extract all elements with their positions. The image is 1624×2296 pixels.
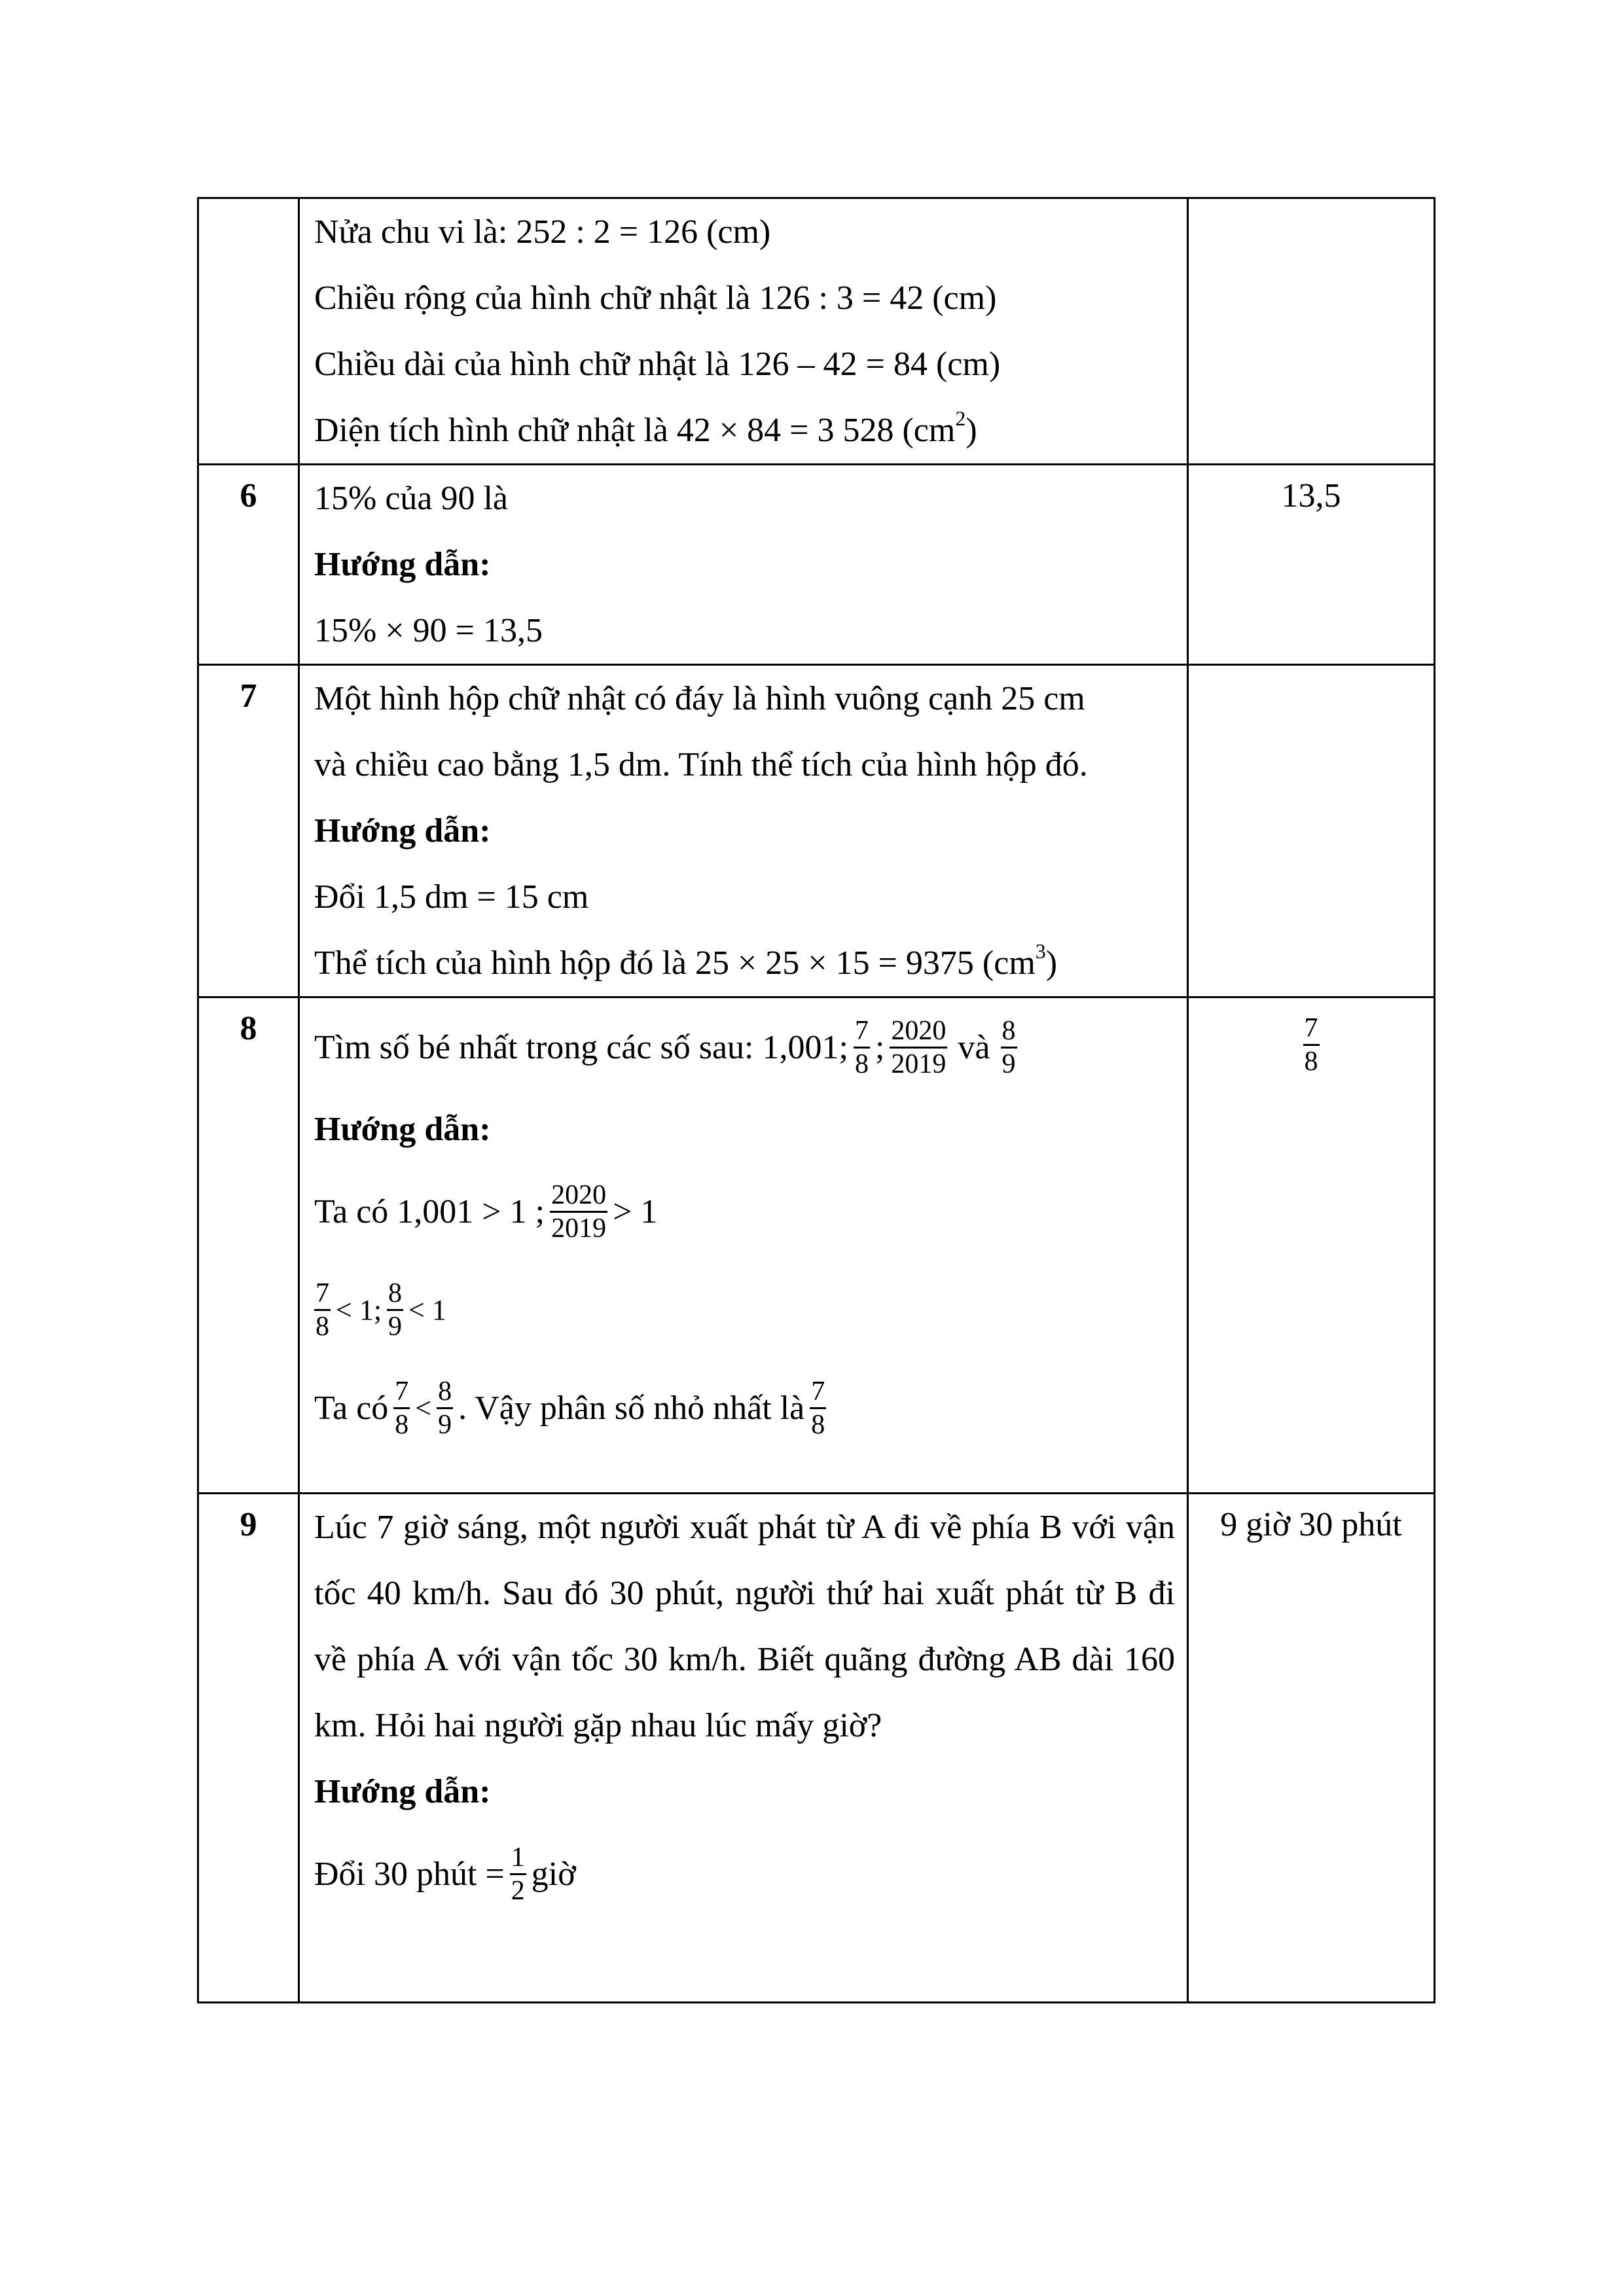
guide-line <box>314 1825 1175 1923</box>
fraction <box>550 1179 607 1244</box>
answer-text: 9 giờ 30 phút <box>1220 1506 1402 1543</box>
answer-fraction <box>1303 1013 1320 1077</box>
row-number: 8 <box>240 1010 257 1047</box>
fraction <box>1001 1015 1017 1080</box>
denominator: 9 <box>1001 1049 1016 1079</box>
text-line: Chiều dài của hình chữ nhật là 126 – 42 = 84 (cm) <box>314 346 1001 383</box>
row-number: 7 <box>240 677 257 715</box>
content-cell <box>299 198 1188 465</box>
denominator: 8 <box>1304 1047 1318 1077</box>
numerator: 7 <box>1303 1013 1320 1046</box>
denominator: 2019 <box>551 1213 607 1244</box>
conjunction: và <box>958 1028 990 1066</box>
text-line <box>314 397 1175 463</box>
row-number-cell <box>198 997 299 1494</box>
guide-text: . Vậy phân số nhỏ nhất là <box>458 1389 805 1427</box>
numerator: 2020 <box>550 1179 607 1213</box>
superscript: 2 <box>955 406 966 430</box>
guide-text: Ta có 1,001 > 1 ; <box>314 1193 545 1230</box>
text-segment: ) <box>1045 944 1058 982</box>
table-row <box>198 465 1435 665</box>
answer-wrap <box>1189 998 1434 1077</box>
answer-cell <box>1188 997 1435 1494</box>
question-text: Tìm số bé nhất trong các số sau: 1,001; <box>314 1028 848 1066</box>
table-row <box>198 198 1435 465</box>
guide-line <box>314 1162 1175 1261</box>
guide-text: Đổi 1,5 dm = 15 cm <box>314 878 589 916</box>
table-row <box>198 665 1435 997</box>
row-number-cell <box>198 198 299 465</box>
guide-label: Hướng dẫn: <box>314 1773 491 1810</box>
guide-text: 15% × 90 = 13,5 <box>314 612 543 649</box>
fraction <box>387 1278 403 1342</box>
guide-text: < <box>415 1391 432 1424</box>
row-number: 6 <box>240 477 257 514</box>
denominator: 2019 <box>891 1049 947 1079</box>
numerator: 7 <box>393 1376 410 1409</box>
numerator: 2020 <box>890 1015 947 1049</box>
guide-text: > 1 <box>613 1193 658 1230</box>
text-line: Nửa chu vi là: 252 : 2 = 126 (cm) <box>314 213 771 251</box>
guide-line <box>314 1261 1175 1359</box>
denominator: 9 <box>388 1311 403 1342</box>
denominator: 9 <box>438 1409 452 1440</box>
answer-text <box>1189 666 1434 673</box>
content-cell <box>299 997 1188 1494</box>
guide-text: Ta có <box>314 1389 389 1427</box>
answer-cell <box>1188 1494 1435 2003</box>
answer-cell <box>1188 465 1435 665</box>
answer-table <box>197 197 1435 2003</box>
guide-label: Hướng dẫn: <box>314 546 491 583</box>
row-number: 9 <box>240 1506 257 1543</box>
question-text: Lúc 7 giờ sáng, một người xuất phát từ A đi về phía B với vận tốc 40 km/h. Sau đó 30 phút, người thứ hai xuất phát từ B đi về phía A với vận tốc 30 km/h. Biết quãng đường AB dài 160 km. Hỏi hai người gặp nhau lúc mấy giờ? <box>314 1509 1175 1744</box>
guide-line <box>314 1359 1175 1457</box>
fraction <box>854 1015 870 1080</box>
text-line: Chiều rộng của hình chữ nhật là 126 : 3 = 42 (cm) <box>314 279 997 317</box>
question-text: 15% của 90 là <box>314 480 509 517</box>
fraction <box>314 1278 331 1342</box>
guide-text: < 1 <box>408 1293 446 1326</box>
denominator: 8 <box>811 1409 825 1440</box>
numerator: 8 <box>387 1278 403 1311</box>
denominator: 2 <box>511 1875 525 1906</box>
text-segment: ) <box>965 412 977 449</box>
guide-text: giờ <box>531 1855 576 1893</box>
guide-text: Đổi 30 phút = <box>314 1855 505 1893</box>
content-cell <box>299 465 1188 665</box>
row-number-cell <box>198 465 299 665</box>
row-number-cell <box>198 665 299 997</box>
denominator: 8 <box>854 1049 869 1079</box>
fraction <box>810 1376 826 1441</box>
fraction <box>437 1376 453 1441</box>
fraction <box>393 1376 410 1441</box>
numerator: 7 <box>854 1015 870 1049</box>
fraction <box>510 1842 526 1907</box>
answer-cell <box>1188 665 1435 997</box>
table-row <box>198 1494 1435 2003</box>
numerator: 7 <box>314 1278 331 1311</box>
numerator: 7 <box>810 1376 826 1409</box>
fraction <box>890 1015 947 1080</box>
superscript: 3 <box>1035 939 1046 963</box>
answer-cell <box>1188 198 1435 465</box>
denominator: 8 <box>316 1311 329 1342</box>
question-text: Một hình hộp chữ nhật có đáy là hình vuông cạnh 25 cm <box>314 680 1085 717</box>
guide-text: < 1; <box>336 1293 382 1326</box>
separator: ; <box>875 1028 885 1066</box>
numerator: 8 <box>1001 1015 1017 1049</box>
content-cell <box>299 665 1188 997</box>
question-text: và chiều cao bằng 1,5 dm. Tính thể tích của hình hộp đó. <box>314 746 1088 783</box>
text-segment: Diện tích hình chữ nhật là 42 × 84 = 3 528 (cm <box>314 412 956 449</box>
row-number-cell <box>198 1494 299 2003</box>
guide-text <box>314 930 1175 996</box>
denominator: 8 <box>395 1409 409 1440</box>
numerator: 8 <box>437 1376 453 1409</box>
table-row <box>198 997 1435 1494</box>
numerator: 1 <box>510 1842 526 1875</box>
question-line <box>314 998 1175 1096</box>
content-cell <box>299 1494 1188 2003</box>
guide-label: Hướng dẫn: <box>314 812 491 850</box>
guide-label: Hướng dẫn: <box>314 1111 491 1148</box>
answer-text: 13,5 <box>1281 477 1341 514</box>
text-segment: Thể tích của hình hộp đó là 25 × 25 × 15 = 9375 (cm <box>314 944 1036 982</box>
